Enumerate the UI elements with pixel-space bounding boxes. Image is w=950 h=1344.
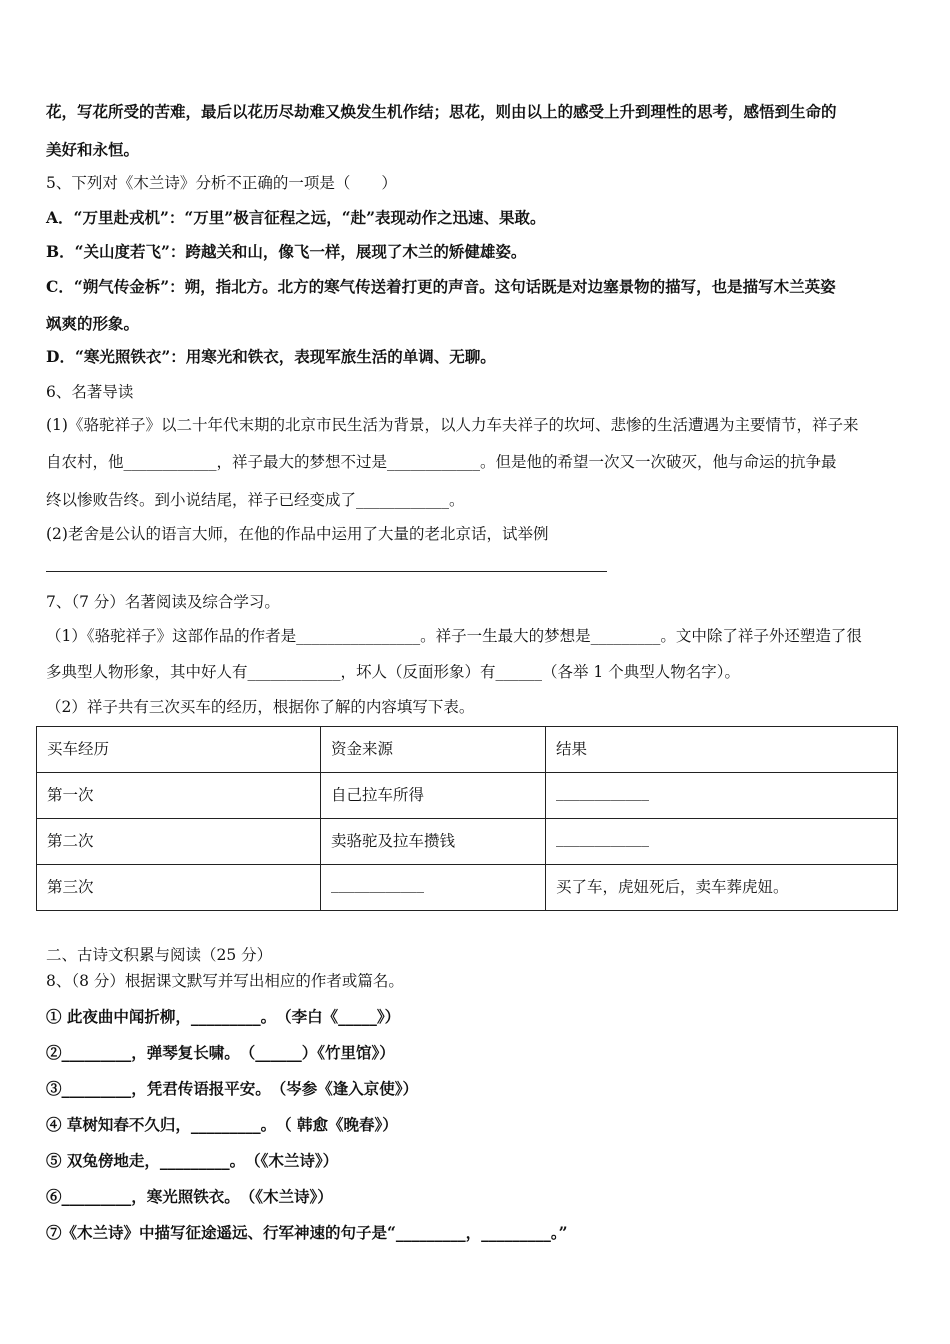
question-6-1-cont: 自农村，他____________，祥子最大的梦想不过是____________。但是他的希望一次又一次破灭，他与命运的抗争最 <box>46 453 837 471</box>
table-cell: ____________ <box>546 773 898 819</box>
table-cell: 卖骆驼及拉车攒钱 <box>321 819 546 865</box>
table-row <box>37 773 898 819</box>
poem-item-7: ⑦《木兰诗》中描写征途遥远、行军神速的句子是“_________，_________。” <box>46 1223 568 1242</box>
question-7-1: （1）《骆驼祥子》这部作品的作者是________________。祥子一生最大的梦想是_________。文中除了祥子外还塑造了很 <box>46 627 862 645</box>
poem-item-5: ⑤ 双兔傍地走，_________。 （《木兰诗》） <box>46 1151 339 1170</box>
question-8: 8、（8 分）根据课文默写并写出相应的作者或篇名。 <box>46 972 404 990</box>
question-6-1-cont: 终以惨败告终。到小说结尾，祥子已经变成了____________。 <box>46 491 465 509</box>
option-c: C．“朔气传金柝”：朔，指北方。北方的寒气传送着打更的声音。这句话既是对边塞景物的描写，也是描写木兰英姿 <box>46 277 836 296</box>
table-cell: ____________ <box>321 865 546 911</box>
option-c-cont: 飒爽的形象。 <box>46 314 140 333</box>
poem-item-1: ① 此夜曲中闻折柳，_________。 （李白《_____》） <box>46 1007 401 1026</box>
question-5: 5、下列对《木兰诗》分析不正确的一项是（ ） <box>46 174 397 192</box>
table-row <box>37 819 898 865</box>
poem-item-2: ②_________，弹琴复长啸。 （______）《竹里馆》） <box>46 1043 395 1062</box>
table-header-row <box>37 727 898 773</box>
table-cell: ____________ <box>546 819 898 865</box>
section-2-heading: 二、古诗文积累与阅读（25 分） <box>46 946 273 964</box>
table-cell: 第三次 <box>37 865 321 911</box>
option-a: A．“万里赴戎机”：“万里”极言征程之远，“赴”表现动作之迅速、果敢。 <box>46 208 546 227</box>
car-purchase-table <box>36 726 898 911</box>
poem-item-6: ⑥_________，寒光照铁衣。 （《木兰诗》） <box>46 1187 333 1206</box>
table-header: 结果 <box>546 727 898 773</box>
table-row <box>37 865 898 911</box>
table-cell: 第二次 <box>37 819 321 865</box>
question-7-1-cont: 多典型人物形象，其中好人有____________，坏人（反面形象）有______（各举 1 个典型人物名字）。 <box>46 663 740 681</box>
poem-item-3: ③_________，凭君传语报平安。 （岑参《逢入京使》） <box>46 1079 419 1098</box>
table-cell: 自己拉车所得 <box>321 773 546 819</box>
table-header: 买车经历 <box>37 727 321 773</box>
text-line: 花，写花所受的苦难，最后以花历尽劫难又焕发生机作结；思花，则由以上的感受上升到理性的思考，感悟到生命的 <box>46 102 837 121</box>
question-7-2: （2）祥子共有三次买车的经历，根据你了解的内容填写下表。 <box>46 698 475 716</box>
table-cell: 买了车，虎妞死后，卖车葬虎妞。 <box>546 865 898 911</box>
poem-item-4: ④ 草树知春不久归，_________。 （ 韩愈《晚春》） <box>46 1115 398 1134</box>
text-line: 美好和永恒。 <box>46 140 140 159</box>
option-b: B．“关山度若飞”：跨越关和山，像飞一样，展现了木兰的矫健雄姿。 <box>46 242 527 261</box>
question-6: 6、名著导读 <box>46 383 134 401</box>
option-d: D．“寒光照铁衣”：用寒光和铁衣，表现军旅生活的单调、无聊。 <box>46 347 496 366</box>
table-cell: 第一次 <box>37 773 321 819</box>
question-6-1: (1)《骆驼祥子》以二十年代末期的北京市民生活为背景，以人力车夫祥子的坎坷、悲惨的生活遭遇为主要情节，祥子来 <box>46 416 859 434</box>
answer-line <box>46 571 607 572</box>
table-header: 资金来源 <box>321 727 546 773</box>
question-6-2: (2)老舍是公认的语言大师，在他的作品中运用了大量的老北京话，试举例 <box>46 525 549 543</box>
question-7: 7、（7 分）名著阅读及综合学习。 <box>46 593 280 611</box>
